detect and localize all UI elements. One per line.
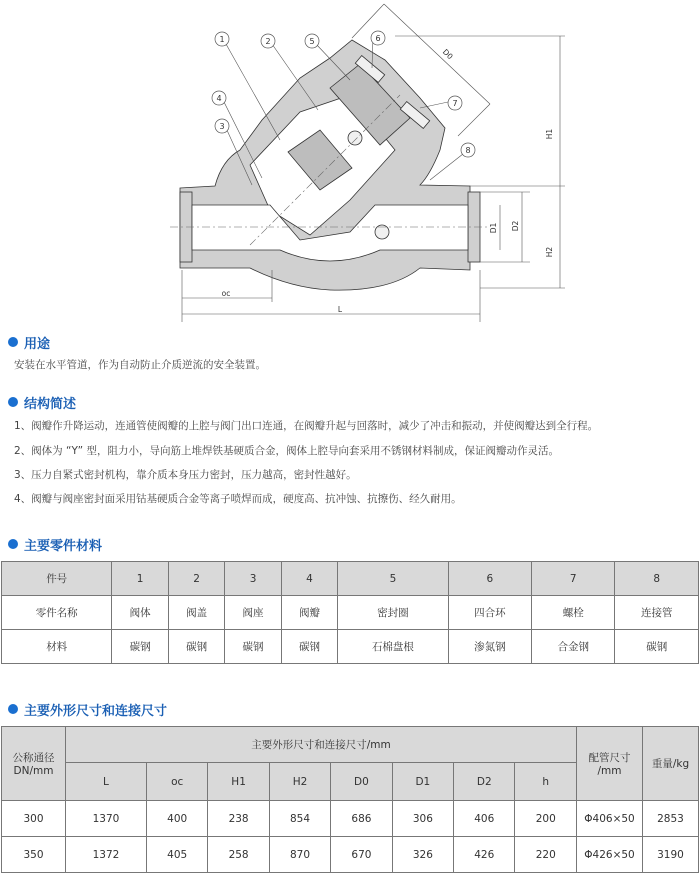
dim-label-d2: D2 bbox=[511, 220, 520, 232]
table-cell: 326 bbox=[392, 837, 453, 873]
dim-label-oc: oc bbox=[221, 289, 231, 298]
table-cell: 碳钢 bbox=[168, 630, 224, 664]
table-cell: 2 bbox=[168, 562, 224, 596]
table-cell: 3190 bbox=[643, 837, 699, 873]
callout-label: 7 bbox=[452, 99, 458, 108]
callout-label: 4 bbox=[216, 94, 222, 103]
section-bullet-icon bbox=[8, 337, 18, 347]
dimensions-section-header bbox=[8, 700, 167, 718]
table-cell: 主要外形尺寸和连接尺寸/mm bbox=[66, 727, 577, 763]
table-cell: 件号 bbox=[2, 562, 112, 596]
table-cell: 350 bbox=[2, 837, 66, 873]
callout-label: 2 bbox=[265, 37, 271, 46]
table-cell: 670 bbox=[331, 837, 392, 873]
parts-section-header bbox=[8, 535, 102, 553]
table-cell: 300 bbox=[2, 801, 66, 837]
callout-label: 5 bbox=[309, 37, 315, 46]
table-cell: D1 bbox=[392, 763, 453, 801]
dimensions-table bbox=[1, 726, 699, 873]
table-cell: 四合环 bbox=[448, 596, 531, 630]
table-cell: 5 bbox=[338, 562, 448, 596]
usage-text: 安装在水平管道，作为自动防止介质逆流的安全装置。 bbox=[14, 359, 266, 371]
callout-label: 1 bbox=[219, 35, 225, 44]
valve-technical-drawing bbox=[0, 0, 700, 330]
section-bullet-icon bbox=[8, 539, 18, 549]
table-row bbox=[2, 801, 699, 837]
table-cell: D2 bbox=[454, 763, 515, 801]
dim-label-d0: D0 bbox=[440, 47, 455, 62]
table-cell: 686 bbox=[331, 801, 392, 837]
table-cell: 阀座 bbox=[225, 596, 281, 630]
table-cell: 200 bbox=[515, 801, 577, 837]
table-cell: 426 bbox=[454, 837, 515, 873]
structure-item-2: 2、阀体为 “Y” 型，阻力小，导向筋上堆焊铁基硬质合金，阀体上腔导向套采用不锈钢材料制成，保证阀瓣动作灵活。 bbox=[14, 445, 559, 457]
table-cell: 合金钢 bbox=[532, 630, 615, 664]
table-header-row bbox=[2, 727, 699, 763]
parts-materials-table bbox=[1, 561, 699, 664]
table-cell: 6 bbox=[448, 562, 531, 596]
callout-label: 8 bbox=[465, 146, 471, 155]
table-cell: 1372 bbox=[66, 837, 147, 873]
table-cell: 258 bbox=[208, 837, 269, 873]
callout-label: 3 bbox=[219, 122, 225, 131]
table-cell: 渗氮钢 bbox=[448, 630, 531, 664]
section-bullet-icon bbox=[8, 397, 18, 407]
table-cell: 220 bbox=[515, 837, 577, 873]
table-cell: 3 bbox=[225, 562, 281, 596]
table-cell: 8 bbox=[615, 562, 699, 596]
table-cell: 4 bbox=[281, 562, 337, 596]
structure-title: 结构简述 bbox=[24, 396, 77, 412]
usage-title: 用途 bbox=[24, 336, 51, 352]
table-cell: 阀体 bbox=[112, 596, 168, 630]
callout-label: 6 bbox=[375, 34, 381, 43]
connecting-pipe-port bbox=[348, 131, 362, 145]
table-cell: 材料 bbox=[2, 630, 112, 664]
structure-item-1: 1、阀瓣作升降运动，连通管使阀瓣的上腔与阀门出口连通，在阀瓣升起与回落时，减少了冲击和振动，并使阀瓣达到全行程。 bbox=[14, 420, 599, 432]
table-cell: 重量/kg bbox=[643, 727, 699, 801]
table-row bbox=[2, 837, 699, 873]
table-header-row bbox=[2, 562, 699, 596]
dim-label-h2: H2 bbox=[545, 246, 554, 258]
table-cell: 870 bbox=[269, 837, 330, 873]
table-cell: L bbox=[66, 763, 147, 801]
structure-section-header bbox=[8, 393, 76, 411]
table-cell: 配管尺寸 /mm bbox=[577, 727, 643, 801]
table-cell: 石棉盘根 bbox=[338, 630, 448, 664]
structure-item-4: 4、阀瓣与阀座密封面采用钴基硬质合金等离子喷焊而成，硬度高、抗冲蚀、抗擦伤、经久耐用。 bbox=[14, 493, 462, 505]
table-cell: 406 bbox=[454, 801, 515, 837]
table-cell: 阀盖 bbox=[168, 596, 224, 630]
dim-label-h1: H1 bbox=[545, 128, 554, 140]
table-cell: 密封圈 bbox=[338, 596, 448, 630]
table-cell: D0 bbox=[331, 763, 392, 801]
usage-section-header bbox=[8, 333, 50, 351]
table-cell: oc bbox=[146, 763, 207, 801]
dim-label-l: L bbox=[337, 305, 343, 314]
table-cell: 碳钢 bbox=[615, 630, 699, 664]
table-cell: 306 bbox=[392, 801, 453, 837]
table-cell: 7 bbox=[532, 562, 615, 596]
table-cell: 碳钢 bbox=[281, 630, 337, 664]
table-cell: Φ426×50 bbox=[577, 837, 643, 873]
structure-item-3: 3、压力自紧式密封机构，靠介质本身压力密封，压力越高，密封性越好。 bbox=[14, 469, 357, 481]
table-row bbox=[2, 596, 699, 630]
table-cell: 阀瓣 bbox=[281, 596, 337, 630]
table-cell: 公称通径 DN/mm bbox=[2, 727, 66, 801]
table-cell: 1 bbox=[112, 562, 168, 596]
dimensions-title: 主要外形尺寸和连接尺寸 bbox=[24, 703, 168, 719]
table-cell: 碳钢 bbox=[225, 630, 281, 664]
table-cell: 连接管 bbox=[615, 596, 699, 630]
table-cell: 238 bbox=[208, 801, 269, 837]
table-cell: 螺栓 bbox=[532, 596, 615, 630]
table-cell: Φ406×50 bbox=[577, 801, 643, 837]
table-row bbox=[2, 630, 699, 664]
table-cell: H1 bbox=[208, 763, 269, 801]
table-cell: 400 bbox=[146, 801, 207, 837]
table-cell: 碳钢 bbox=[112, 630, 168, 664]
table-cell: 2853 bbox=[643, 801, 699, 837]
dim-label-d1: D1 bbox=[489, 222, 498, 234]
table-cell: 1370 bbox=[66, 801, 147, 837]
table-cell: 854 bbox=[269, 801, 330, 837]
table-cell: H2 bbox=[269, 763, 330, 801]
table-cell: 405 bbox=[146, 837, 207, 873]
table-cell: h bbox=[515, 763, 577, 801]
table-cell: 零件名称 bbox=[2, 596, 112, 630]
section-bullet-icon bbox=[8, 704, 18, 714]
parts-title: 主要零件材料 bbox=[24, 538, 103, 554]
